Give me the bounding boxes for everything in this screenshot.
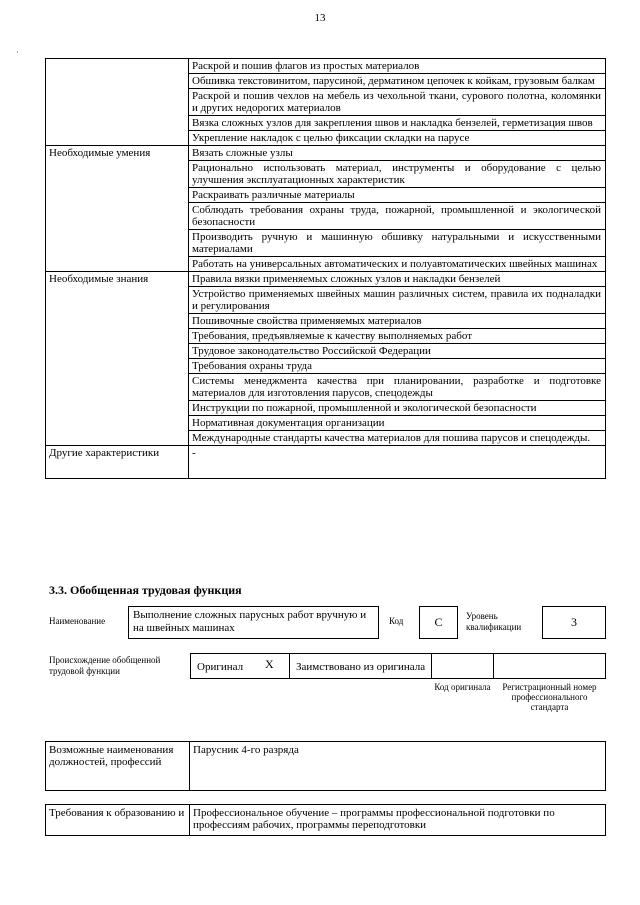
row-text: Соблюдать требования охраны труда, пожарной, промышленной и экологической безопасности	[189, 203, 606, 230]
row-category-label: Необходимые знания	[46, 272, 189, 446]
code-label: Код	[389, 616, 404, 626]
row-text: Раскраивать различные материалы	[189, 188, 606, 203]
level-label: Уровень квалификации	[466, 611, 522, 632]
borrowed-label: Заимствовано из оригинала	[296, 661, 426, 673]
row-text: Системы менеджмента качества при планировании, разработке и подготовке материалов для изготовления парусов, спецодежды	[189, 374, 606, 401]
row-text: Правила вязки применяемых сложных узлов и накладки бензелей	[189, 272, 606, 287]
education-value: Профессиональное обучение – программы профессиональной подготовки по профессиям рабочих, программы переподготовки	[190, 805, 606, 836]
education-table	[45, 804, 606, 836]
row-text: Производить ручную и машинную обшивку натуральными и искусственными материалами	[189, 230, 606, 257]
row-text: -	[189, 446, 606, 479]
section-heading: 3.3. Обобщенная трудовая функция	[49, 583, 242, 597]
function-name-box	[128, 606, 379, 639]
original-label: Оригинал	[197, 661, 244, 673]
row-text: Нормативная документация организации	[189, 416, 606, 431]
row-text: Укрепление накладок с целью фиксации складки на парусе	[189, 131, 606, 146]
table-row	[46, 272, 606, 287]
education-label: Требования к образованию и	[46, 805, 190, 836]
table-row	[46, 446, 606, 479]
skills-knowledge-table	[45, 58, 606, 479]
row-text: Требования, предъявляемые к качеству выполняемых работ	[189, 329, 606, 344]
row-text: Обшивка текстовинитом, парусиной, дерматином цепочек к койкам, грузовым балкам	[189, 74, 606, 89]
original-code-cell	[431, 653, 494, 679]
row-text: Устройство применяемых швейных машин различных систем, правила их подналадки и регулирования	[189, 287, 606, 314]
code-box	[419, 606, 458, 639]
row-text: Трудовое законодательство Российской Федерации	[189, 344, 606, 359]
name-label: Наименование	[49, 616, 106, 626]
page-number: 13	[314, 12, 326, 24]
level-box	[542, 606, 606, 639]
positions-table	[45, 741, 606, 791]
table-row	[46, 59, 606, 74]
row-text: Раскрой и пошив флагов из простых материалов	[189, 59, 606, 74]
reg-number-cell	[493, 653, 606, 679]
row-category-label: Другие характеристики	[46, 446, 189, 479]
row-text: Рационально использовать материал, инструменты и оборудование с целью улучшения эксплуатационных характеристик	[189, 161, 606, 188]
function-name-value: Выполнение сложных парусных работ вручную и на швейных машинах	[133, 609, 367, 634]
row-category-label	[46, 59, 189, 146]
level-value: 3	[571, 615, 577, 629]
positions-label: Возможные наименования должностей, профессий	[46, 742, 190, 791]
table-row	[46, 146, 606, 161]
row-text: Международные стандарты качества материалов для пошива парусов и спецодежды.	[189, 431, 606, 446]
original-cell	[190, 653, 290, 679]
origin-label: Происхождение обобщенной трудовой функции	[49, 655, 161, 676]
row-text: Требования охраны труда	[189, 359, 606, 374]
row-text: Пошивочные свойства применяемых материалов	[189, 314, 606, 329]
row-text: Вязка сложных узлов для закрепления швов и накладка бензелей, герметизация швов	[189, 116, 606, 131]
row-text: Работать на универсальных автоматических и полуавтоматических швейных машинах	[189, 257, 606, 272]
margin-mark: ·	[16, 48, 19, 57]
row-text: Вязать сложные узлы	[189, 146, 606, 161]
positions-value	[190, 742, 606, 791]
code-value: C	[434, 615, 443, 629]
original-mark: X	[265, 657, 274, 671]
reg-caption: Регистрационный номер профессионального стандарта	[502, 682, 597, 712]
positions-text: Парусник 4-го разряда	[193, 744, 299, 756]
borrowed-cell	[289, 653, 432, 679]
code-caption: Код оригинала	[434, 682, 491, 692]
row-text: Инструкции по пожарной, промышленной и экологической безопасности	[189, 401, 606, 416]
row-text: Раскрой и пошив чехлов на мебель из чехольной ткани, сурового полотна, коломянки и других недорогих материалов	[189, 89, 606, 116]
row-category-label: Необходимые умения	[46, 146, 189, 272]
